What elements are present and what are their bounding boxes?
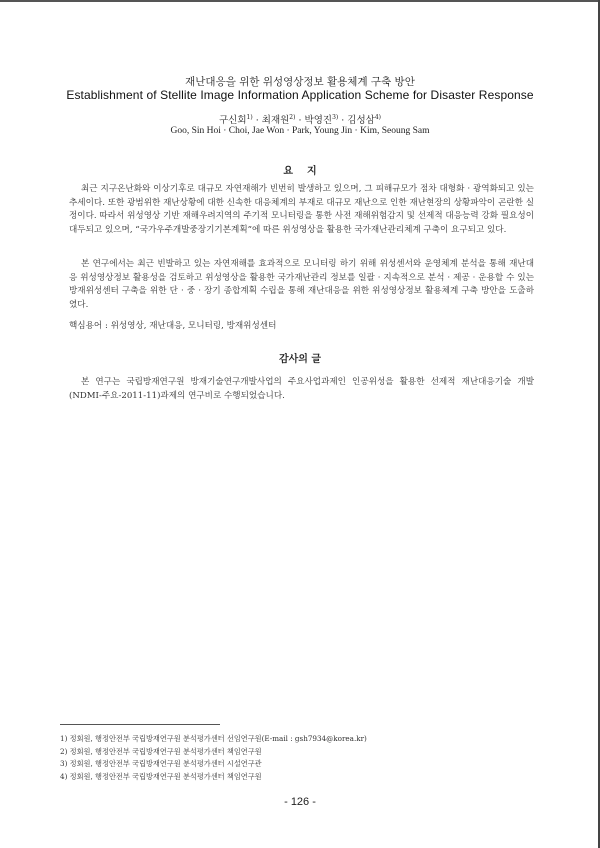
author-mark: 4) (374, 113, 381, 121)
author-name: 최재원 (261, 115, 290, 126)
author-separator: · (252, 115, 262, 126)
author-mark: 1) (246, 113, 253, 121)
author-mark: 2) (289, 113, 296, 121)
footnote-rule (60, 724, 220, 725)
acknowledgement-heading: 감사의 글 (278, 354, 322, 365)
footnote: 3) 정회원, 행정안전부 국립방재연구원 분석평가센터 시설연구관 (60, 759, 262, 768)
keywords: 핵심용어 : 위성영상, 재난대응, 모니터링, 방재위성센터 (69, 321, 277, 331)
author-separator: · (338, 115, 348, 126)
page-number: - 126 - (284, 796, 316, 808)
author-mark: 3) (332, 113, 339, 121)
title-korean: 재난대응을 위한 위성영상정보 활용체계 구축 방안 (185, 76, 415, 88)
abstract-paragraph-1: 최근 지구온난화와 이상기후로 대규모 자연재해가 빈번히 발생하고 있으며, 그 피해규모가 점차 대형화 · 광역화되고 있는 추세이다. 또한 광범위한 재난상황에 대한 신속한 대응체계의 부재로 대규모 재난으로 인한 재난현장의 상황파악이 곤란한 실정이다. 따라서 위성영상 기반 재해우려지역의 주기적 모니터링을 통한 사전 재해위험감지 및 선제적 대응능력 강화 필요성이 대두되고 있으며, “국가우주개발중장기기본계획”에 따른 위성영상을 활용한 국가재난관리체계 구축이 요구되고 있다. (69, 184, 534, 235)
abstract-paragraph-2: 본 연구에서는 최근 빈발하고 있는 자연재해를 효과적으로 모니터링 하기 위해 위성센서와 운영체계 분석을 통해 재난대응 위성영상정보 활용성을 검토하고 위성영상을 활용한 국가재난관리 정보를 일괄 · 지속적으로 분석 · 제공 · 운용할 수 있는 방재위성센터 구축을 위한 단 · 중 · 장기 종합계획 수립을 통해 재난대응을 위한 위성영상정보 활용체계 구축 방안을 도출하였다. (69, 259, 534, 310)
footnote: 1) 정회원, 행정안전부 국립방재연구원 분석평가센터 선임연구원(E-mail : gsh7934@korea.kr) (60, 734, 367, 743)
footnote: 2) 정회원, 행정안전부 국립방재연구원 분석평가센터 책임연구원 (60, 746, 262, 756)
abstract-heading: 요지 (283, 166, 331, 177)
author-name: 김성삼 (347, 115, 375, 126)
authors-korean (0, 112, 600, 126)
acknowledgement-text: 본 연구는 국립방재연구원 방재기술연구개발사업의 주요사업과제인 인공위성을 활용한 선제적 재난대응기술 개발(NDMI-주요-2011-11)과제의 연구비로 수행되었습니다. (69, 377, 534, 401)
authors-english: Goo, Sin Hoi · Choi, Jae Won · Park, Young Jin · Kim, Seoung Sam (170, 126, 430, 136)
title-english: Establishment of Stellite Image Information Application Scheme for Disaster Response (66, 88, 534, 102)
page-top-border (0, 0, 600, 2)
footnote: 4) 정회원, 행정안전부 국립방재연구원 분석평가센터 책임연구원 (60, 771, 262, 781)
author-separator: · (295, 115, 305, 126)
footnotes (60, 733, 540, 783)
author-name: 구신회 (219, 115, 247, 126)
author-name: 박영진 (304, 115, 333, 126)
